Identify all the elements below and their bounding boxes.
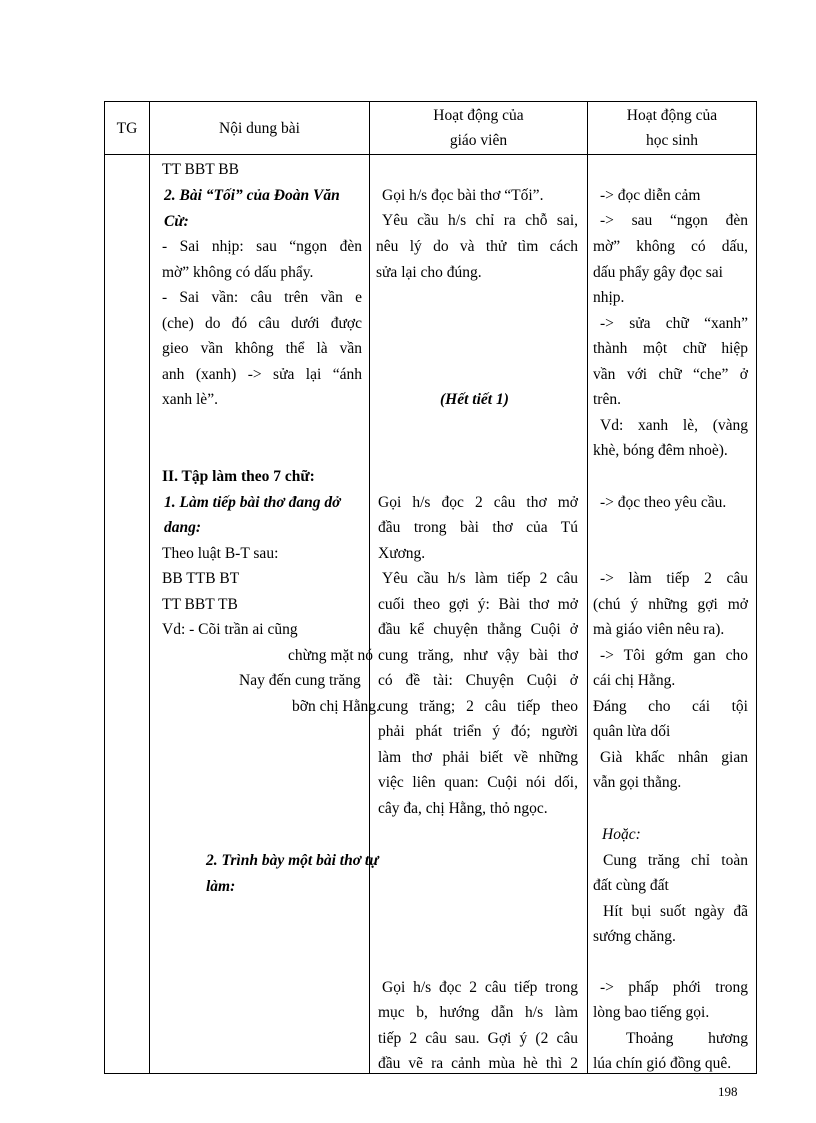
content-section-heading: II. Tập làm theo 7 chữ: [162, 468, 315, 485]
student-line: (chú ý những gợi mở [593, 596, 748, 613]
student-line: vần với chữ “che” ở [593, 366, 748, 383]
content-heading: dang: [164, 519, 202, 536]
header-tg: TG [105, 102, 150, 155]
header-student-line2: học sinh [645, 132, 699, 149]
header-row [105, 102, 757, 155]
content-line: chừng mặt nó [288, 647, 374, 664]
teacher-line: cây đa, chị Hằng, thỏ ngọc. [378, 800, 548, 817]
student-line: -> làm tiếp 2 câu [600, 570, 748, 587]
teacher-line: Yêu cầu h/s chỉ ra chỗ sai, [382, 212, 578, 229]
teacher-line: nêu lý do và thử tìm cách [376, 238, 578, 255]
student-line: mà giáo viên nêu ra). [593, 621, 725, 638]
student-line: -> đọc diễn cảm [600, 187, 701, 204]
content-line: Nay đến cung trăng [239, 672, 361, 689]
teacher-line: tiếp 2 câu sau. Gợi ý (2 câu [378, 1030, 578, 1047]
content-line: - Sai nhịp: sau “ngọn đèn [162, 238, 362, 255]
teacher-line: việc liên quan: Cuội nói dối, [378, 774, 578, 791]
content-line: TT BBT TB [162, 596, 238, 613]
teacher-line: cuối theo gợi ý: Bài thơ mở [378, 596, 578, 613]
student-line: -> sửa chữ “xanh” [600, 315, 748, 332]
student-line: -> phấp phới trong [600, 979, 748, 996]
content-line: xanh lè”. [162, 391, 218, 408]
teacher-line: Xương. [378, 545, 426, 562]
student-line: trên. [593, 391, 621, 408]
content-heading: 2. Bài “Tối” của Đoàn Văn [164, 187, 340, 204]
content-heading: 2. Trình bày một bài thơ tự [206, 852, 379, 869]
teacher-line: làm thơ phải biết về những [378, 749, 578, 766]
content-line: mờ” không có dấu phẩy. [162, 264, 314, 281]
student-line: Hít bụi suốt ngày đã [603, 903, 748, 920]
teacher-line: phải phát triển ý đó; người [378, 723, 578, 740]
header-teacher-line1: Hoạt động của [433, 107, 524, 124]
teacher-line: Yêu cầu h/s làm tiếp 2 câu [382, 570, 578, 587]
student-line: Vd: xanh lè, (vàng [600, 417, 748, 434]
header-student [588, 102, 757, 155]
content-cell [150, 155, 380, 1074]
content-line: Vd: - Cõi trần ai cũng [162, 621, 298, 638]
teacher-line: cung trăng, như vậy bài thơ [378, 647, 578, 664]
body-row [105, 155, 757, 1074]
student-line: đất cùng đất [593, 877, 669, 894]
student-line: vẫn gọi thằng. [593, 774, 682, 791]
student-line: cái chị Hằng. [593, 672, 676, 689]
student-line: Thoảng hương [626, 1030, 748, 1047]
lesson-table [104, 101, 757, 1074]
teacher-cell [370, 155, 588, 1074]
content-heading: Cừ: [164, 213, 189, 230]
student-line: lúa chín gió đồng quê. [593, 1055, 732, 1072]
student-line: Già khấc nhân gian [600, 749, 748, 766]
teacher-line: cung trăng; 2 câu tiếp theo [378, 698, 578, 715]
student-alternative-label: Hoặc: [602, 826, 641, 843]
student-line: Đáng cho cái tội [593, 698, 748, 715]
student-line: nhịp. [593, 289, 625, 306]
teacher-line: đầu trong bài thơ của Tú [378, 519, 578, 536]
content-heading: 1. Làm tiếp bài thơ đang dở [164, 494, 341, 511]
student-line: sướng chăng. [593, 928, 676, 945]
header-content: Nội dung bài [150, 102, 370, 155]
student-line: thành một chữ hiệp [593, 340, 748, 357]
teacher-line: có đề tài: Chuyện Cuội ở [378, 672, 578, 689]
student-line: lòng bao tiếng gọi. [593, 1004, 710, 1021]
content-line: - Sai vần: câu trên vần e [162, 289, 362, 306]
content-line: bỡn chị Hằng. [292, 698, 380, 715]
content-line: (che) do đó câu dưới được [162, 315, 362, 332]
student-cell [588, 155, 757, 1074]
student-line: quân lừa dối [593, 723, 671, 740]
header-student-line1: Hoạt động của [626, 107, 718, 124]
student-line: dấu phẩy gây đọc sai [593, 264, 723, 281]
student-line: -> Tôi gớm gan cho [600, 647, 748, 664]
content-line: Theo luật B-T sau: [162, 545, 279, 562]
student-line: -> sau “ngọn đèn [600, 212, 748, 229]
header-teacher [370, 102, 588, 155]
student-line: khè, bóng đêm nhoè). [593, 442, 728, 459]
teacher-line: đầu vẽ ra cảnh mùa hè thì 2 [378, 1055, 578, 1072]
student-line: -> đọc theo yêu cầu. [600, 494, 727, 511]
teacher-line: đầu kể chuyện thằng Cuội ở [378, 621, 578, 638]
content-line: gieo vần không thể là vần [162, 340, 362, 357]
teacher-line: Gọi h/s đọc 2 câu thơ mở [378, 494, 578, 511]
page-number: 198 [718, 1084, 738, 1099]
header-teacher-line2: giáo viên [449, 132, 508, 149]
content-line: BB TTB BT [162, 570, 240, 587]
student-line: Cung trăng chỉ toàn [603, 852, 748, 869]
end-of-period-note: (Hết tiết 1) [440, 391, 509, 408]
teacher-line: Gọi h/s đọc 2 câu tiếp trong [382, 979, 578, 996]
teacher-line: sửa lại cho đúng. [376, 264, 482, 281]
student-line: mờ” không có dấu, [593, 238, 748, 255]
tg-cell [105, 155, 150, 1074]
content-heading: làm: [206, 878, 236, 895]
teacher-line: Gọi h/s đọc bài thơ “Tối”. [382, 187, 544, 204]
teacher-line: mục b, hướng dẫn h/s làm [378, 1004, 578, 1021]
content-line: anh (xanh) -> sửa lại “ánh [162, 366, 362, 383]
content-line: TT BBT BB [162, 161, 239, 178]
